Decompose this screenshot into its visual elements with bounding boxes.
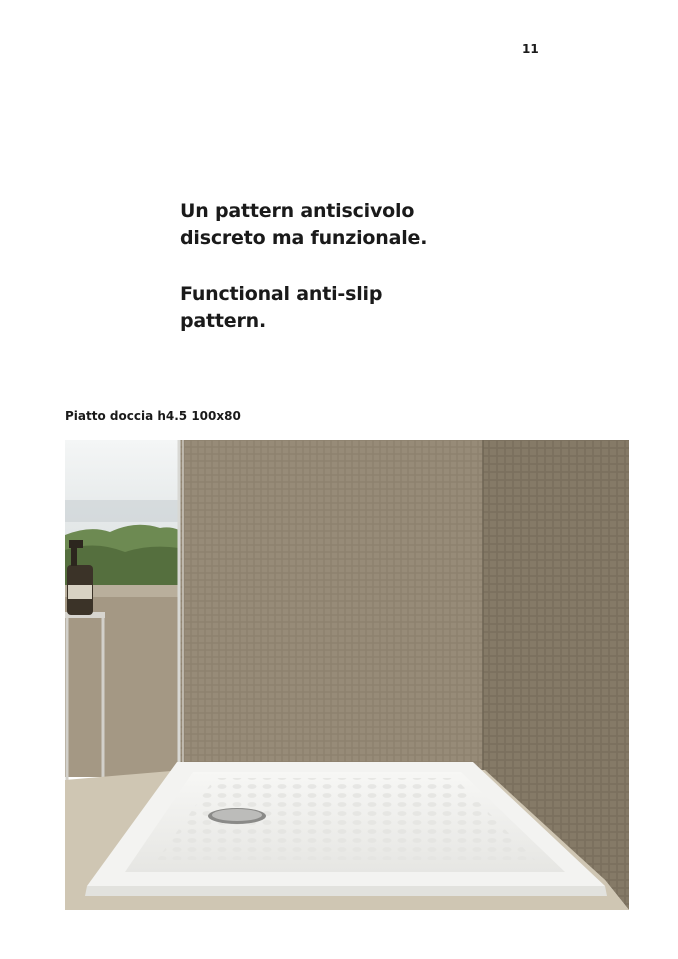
headline-english-line-1: Functional anti-slip: [180, 283, 383, 305]
headline-english: [180, 281, 480, 335]
headline-english-line-2: pattern.: [180, 310, 266, 332]
page-number: 11: [522, 42, 539, 56]
headline-italian-line-1: Un pattern antiscivolo: [180, 200, 415, 222]
headline-italian: [180, 198, 480, 252]
product-caption: Piatto doccia h4.5 100x80: [65, 409, 241, 423]
product-photo: [65, 440, 629, 910]
headline-italian-line-2: discreto ma funzionale.: [180, 227, 428, 249]
